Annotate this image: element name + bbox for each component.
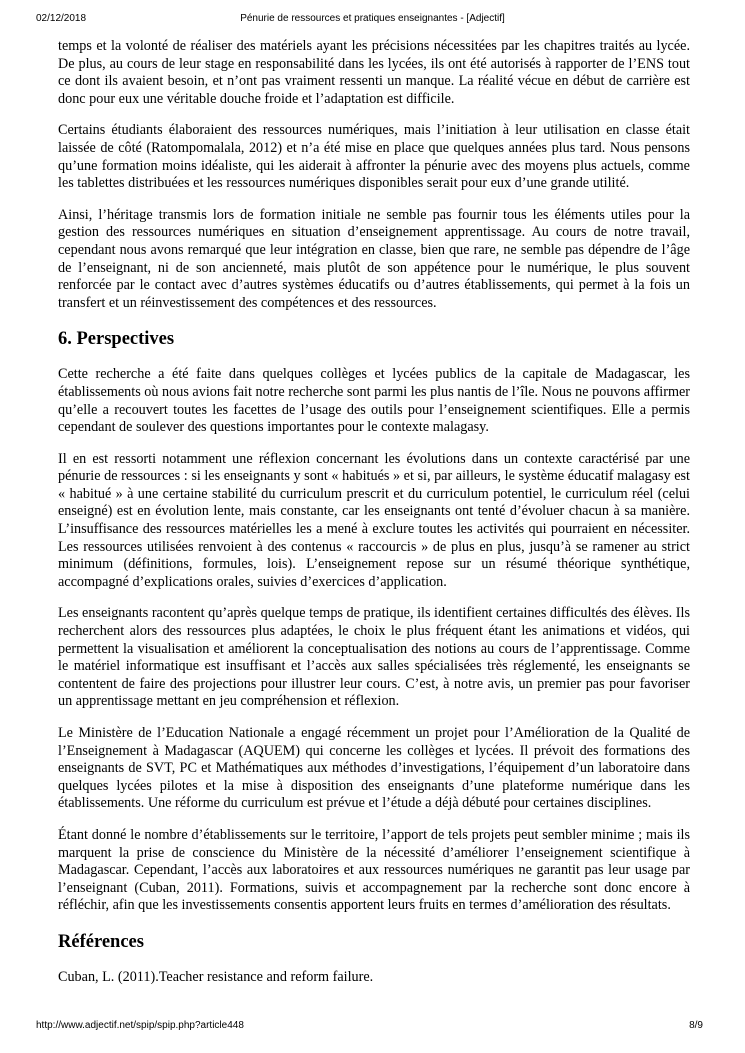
paragraph: temps et la volonté de réaliser des matériels ayant les précisions nécessitées par les chapitres traités au lycée. De plus, au cours de leur stage en responsabilité dans les lycées, ils ont été autorisés à rapporter de l’ENS tout ce dont ils avaient besoin, et n’ont pas vraiment ressenti un manque. La réalité vécue en début de carrière est donc pour eux une véritable douche froide et l’adaptation est difficile.	[58, 38, 690, 107]
paragraph: Certains étudiants élaboraient des ressources numériques, mais l’initiation à leur utilisation en classe était laissée de côté (Ratompomalala, 2012) et n’a été mise en place que quelques années plus tard. Nous pensons qu’une formation moins idéaliste, qui les aiderait à affronter la pénurie avec des moyens plus actuels, comme les tablettes distribuées et les ressources numériques disponibles serait pour eux d’une grande utilité.	[58, 122, 690, 192]
section-heading-perspectives: 6. Perspectives	[58, 329, 175, 350]
paragraph: Étant donné le nombre d’établissements sur le territoire, l’apport de tels projets peut sembler minime ; mais ils marquent la prise de conscience du Ministère de la nécessité d’améliorer l’enseignement scientifique à Madagascar. Cependant, l’accès aux laboratoires et aux ressources numériques ne garantit pas leur usage par l’enseignant (Cuban, 2011). Formations, suivis et accompagnement par la recherche sont donc encore à réfléchir, afin que les investissements consentis apportent leurs fruits en termes d’amélioration des résultats.	[58, 826, 690, 914]
print-footer	[0, 1012, 745, 1042]
page-title: Pénurie de ressources et pratiques enseignantes - [Adjectif]	[240, 13, 505, 24]
paragraph: Cette recherche a été faite dans quelques collèges et lycées publics de la capitale de Madagascar, les établissements où nous avions fait notre recherche sont parmi les plus nantis de l’île. Nous ne pouvons affirmer qu’elle a recouvert toutes les facettes de l’usage des outils pour l’enseignement scientifiques. Elle a permis cependant de soulever des questions importantes pour le contexte malagasy.	[58, 366, 690, 436]
paragraph: Les enseignants racontent qu’après quelque temps de pratique, ils identifient certaines difficultés des élèves. Ils recherchent alors des ressources plus adaptées, le choix le plus fréquent étant les animations et vidéos, qui permettent la visualisation et améliorent la conceptualisation des notions au cours de l’apprentissage. Comme le matériel informatique est insuffisant et l’accès aux salles spécialisées très réglementé, les enseignants se contentent de faire des projections pour illustrer leur cours. C’est, à notre avis, un premier pas pour favoriser un apprentissage mettant en jeu compréhension et réflexion.	[58, 605, 690, 710]
print-date: 02/12/2018	[36, 13, 87, 24]
print-header	[0, 0, 745, 34]
paragraph: Ainsi, l’héritage transmis lors de formation initiale ne semble pas fournir tous les éléments utiles pour la gestion des ressources numériques en situation d’enseignement apprentissage. Au cours de notre travail, cependant nous avons remarqué que leur intégration en classe, bien que rare, ne semble pas dépendre de l’âge de l’enseignant, ni de son ancienneté, mais plutôt de son appétence pour le numérique, le plus souvent renforcée par le contact avec d’autres systèmes éducatifs ou d’autres établissements, qui permet à la fois un transfert et un réinvestissement des compétences et des ressources.	[58, 206, 690, 311]
paragraph: Il en est ressorti notamment une réflexion concernant les évolutions dans un contexte caractérisé par une pénurie de ressources : si les enseignants y sont « habitués » et si, par ailleurs, le système éducatif malagasy est « habitué » à une certaine stabilité du curriculum prescrit et du curriculum potentiel, le curriculum réel (celui enseigné) est en évolution lente, mais constante, car les enseignants ont tenté d’évoluer chacun à sa manière. L’insuffisance des ressources matérielles les a mené à exclure toutes les activités qui pourraient en nécessiter. Les ressources utilisées renvoient à des contenus « raccourcis » de plus en plus, jusqu’à se ramener au strict minimum (définitions, formules, lois). L’enseignement repose sur un résumé théorique synthétique, accompagné d’explications orales, suivies d’exercices d’application.	[58, 450, 690, 590]
reference-item: Cuban, L. (2011).Teacher resistance and reform failure.	[58, 968, 374, 985]
paragraph: Le Ministère de l’Education Nationale a engagé récemment un projet pour l’Amélioration de la Qualité de l’Enseignement à Madagascar (AQUEM) qui concerne les collèges et lycées. Il prévoit des formations des enseignants de SVT, PC et Mathématiques aux méthodes d’investigations, l’équipement d’un laboratoire dans quelques lycées pilotes et la mise à disposition des enseignants d’une plateforme numérique dans les établissements. Une réforme du curriculum est prévue et l’étude a déjà débuté pour certaines disciplines.	[58, 725, 690, 812]
page-number: 8/9	[689, 1020, 703, 1031]
article-body	[58, 38, 690, 1001]
section-heading-references: Références	[58, 931, 144, 952]
page-url: http://www.adjectif.net/spip/spip.php?article448	[36, 1020, 244, 1031]
